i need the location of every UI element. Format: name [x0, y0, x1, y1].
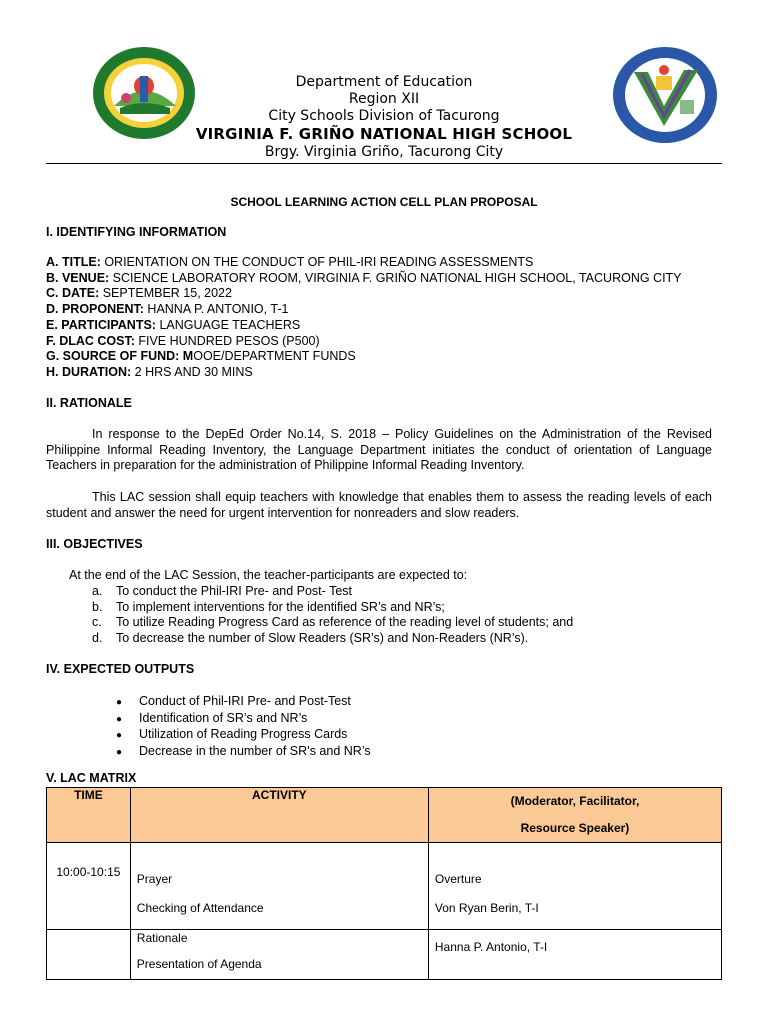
- list-item: ● Identification of SR’s and NR’s: [116, 711, 371, 728]
- objectives-intro: At the end of the LAC Session, the teacher-participants are expected to:: [69, 568, 468, 582]
- time-cell: 10:00-10:15: [47, 843, 131, 930]
- section-heading-lac-matrix: V. LAC MATRIX: [46, 771, 137, 785]
- region-name: Region XII: [348, 91, 420, 107]
- info-date: C. DATE: SEPTEMBER 15, 2022: [46, 286, 232, 301]
- objectives-list: [92, 584, 573, 647]
- school-name: VIRGINIA F. GRIÑO NATIONAL HIGH SCHOOL: [195, 125, 573, 143]
- expected-outputs-list: [116, 694, 371, 761]
- list-item: ● Decrease in the number of SR’s and NR’s: [116, 744, 371, 761]
- rationale-paragraph-1: In response to the DepEd Order No.14, S. 2018 – Policy Guidelines on the Administration of the Revised Philippine Informal Reading Inventory, the Language Department initiates the conduct of orientation of Language Teachers in preparation for the administration of Philippine Informal Reading Inventory.: [46, 427, 712, 473]
- section-heading-rationale: II. RATIONALE: [46, 396, 132, 410]
- table-row: [47, 843, 722, 930]
- time-cell: [47, 930, 131, 980]
- list-item: c. To utilize Reading Progress Card as reference of the reading level of students; and: [92, 615, 574, 630]
- table-header-row: [47, 788, 722, 843]
- division-name: City Schools Division of Tacurong: [268, 108, 500, 124]
- bullet-icon: ●: [116, 713, 123, 725]
- bullet-icon: ●: [116, 730, 123, 742]
- document-title: SCHOOL LEARNING ACTION CELL PLAN PROPOSAL: [230, 195, 538, 209]
- list-item: ● Conduct of Phil-IRI Pre- and Post-Test: [116, 694, 371, 711]
- info-duration: H. DURATION: 2 HRS AND 30 MINS: [46, 364, 253, 379]
- info-fund-source: G. SOURCE OF FUND: MOOE/DEPARTMENT FUNDS: [46, 349, 356, 364]
- rationale-paragraph-2: This LAC session shall equip teachers with knowledge that enables them to assess the reading levels of each student and answer the need for urgent intervention for nonreaders and slow readers.: [46, 490, 712, 520]
- info-cost: F. DLAC COST: FIVE HUNDRED PESOS (P500): [46, 333, 320, 348]
- info-venue: B. VENUE: SCIENCE LABORATORY ROOM, VIRGINIA F. GRIÑO NATIONAL HIGH SCHOOL, TACURONG CITY: [46, 270, 682, 285]
- bullet-icon: ●: [116, 747, 123, 759]
- person-cell: Overture Von Ryan Berin, T-I: [428, 843, 721, 930]
- letterhead: [150, 74, 618, 161]
- header-divider: [46, 163, 722, 164]
- list-item: d. To decrease the number of Slow Readers (SR’s) and Non-Readers (NR’s).: [92, 631, 529, 646]
- section-heading-identifying-info: I. IDENTIFYING INFORMATION: [46, 225, 227, 239]
- school-seal-logo: [612, 46, 718, 144]
- list-item: ● Utilization of Reading Progress Cards: [116, 727, 371, 744]
- list-item: b. To implement interventions for the identified SR’s and NR’s;: [92, 599, 445, 614]
- section-heading-objectives: III. OBJECTIVES: [46, 537, 143, 551]
- section-heading-expected-outputs: IV. EXPECTED OUTPUTS: [46, 662, 195, 676]
- department-name: Department of Education: [295, 74, 473, 90]
- column-header-activity: ACTIVITY: [130, 788, 428, 843]
- info-participants: E. PARTICIPANTS: LANGUAGE TEACHERS: [46, 317, 301, 332]
- person-cell: Hanna P. Antonio, T-I: [428, 930, 721, 980]
- activity-cell: Rationale Presentation of Agenda: [130, 930, 428, 980]
- table-row: [47, 930, 722, 980]
- lac-matrix-table: [46, 787, 722, 980]
- column-header-person: (Moderator, Facilitator, Resource Speaker): [428, 788, 721, 843]
- column-header-time: TIME: [47, 788, 131, 843]
- school-address: Brgy. Virginia Griño, Tacurong City: [264, 144, 504, 160]
- identifying-info-list: [46, 255, 682, 381]
- info-proponent: D. PROPONENT: HANNA P. ANTONIO, T-1: [46, 302, 289, 317]
- activity-cell: Prayer Checking of Attendance: [130, 843, 428, 930]
- info-title: A. TITLE: ORIENTATION ON THE CONDUCT OF PHIL-IRI READING ASSESSMENTS: [46, 255, 534, 269]
- list-item: a. To conduct the Phil-IRI Pre- and Post- Test: [92, 584, 352, 598]
- bullet-icon: ●: [116, 697, 123, 708]
